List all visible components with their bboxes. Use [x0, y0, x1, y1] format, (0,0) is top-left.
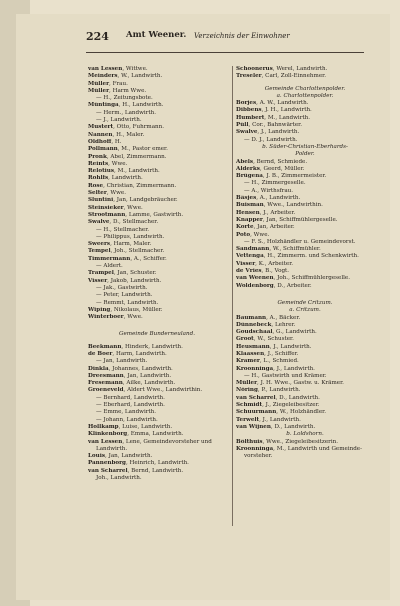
entry-surname: Püll: [236, 122, 249, 129]
entry-details: J., Ziegeleibesitzer.: [265, 402, 320, 409]
entry-details: Cor., Bahnwärter.: [252, 122, 302, 129]
header-rule: [86, 52, 364, 53]
entry-details: Heinrich, Landwirth.: [129, 460, 189, 467]
entry-surname: van Weenen: [236, 275, 274, 282]
entry-surname: Sluntini: [88, 197, 114, 204]
entry-details: — Johann, Landwirth.: [96, 416, 158, 423]
directory-entry: van Scharrel, D., Landwirth.: [236, 394, 320, 401]
directory-entry: Müller, Harm Wwe.: [88, 87, 147, 94]
entry-details: D., Landwirth.: [279, 394, 320, 401]
entry-details: A. W., Landwirth.: [259, 100, 309, 107]
entry-surname: Humbert: [236, 114, 265, 121]
section-heading: Gemeinde Critzum.: [277, 299, 333, 306]
entry-surname: Reints: [88, 160, 109, 167]
entry-details: — Eberhard, Landwirth.: [96, 402, 165, 409]
directory-entry: [88, 227, 226, 234]
page-header: [86, 30, 370, 48]
entry-surname: Pannenborg: [88, 460, 126, 467]
entry-details: A., Landwirth.: [259, 195, 301, 202]
entry-details: Werel, Landwirth.: [276, 66, 328, 72]
entry-details: J. H. Wwe., Gastw. u. Krämer.: [260, 380, 344, 387]
directory-entry: Dibbens, J. H., Landwirth.: [236, 107, 312, 114]
entry-details: Lehrer.: [274, 321, 296, 328]
directory-entry: [236, 180, 374, 187]
directory-entry: Treseler, Carl, Zoll-Einnehmer.: [236, 73, 326, 80]
directory-entry: van Wijnen, D., Landwirth.: [236, 423, 316, 430]
directory-entry: [88, 358, 226, 365]
entry-surname: Dibbens: [236, 107, 262, 114]
directory-entry: Bäsjes, A., Landwirth.: [236, 195, 301, 202]
entry-details: Lamme, Gastwirth.: [128, 211, 184, 218]
entry-details: M., Landwirth.: [267, 114, 311, 121]
directory-entry: Sweers, Harm, Maler.: [88, 241, 152, 248]
entry-details: Hinderk, Landwirth.: [124, 343, 183, 350]
entry-details: Joh., Stellmacher.: [114, 248, 165, 255]
entry-details: Lene, Gemeindevorsteher und: [125, 438, 212, 445]
entry-surname: Dreesmann: [88, 372, 124, 379]
entry-surname: Bölthuis: [236, 438, 263, 445]
entry-details: Jan, Schuster.: [117, 270, 157, 277]
entry-details: P., Landwirth.: [261, 387, 301, 394]
directory-entry: [236, 188, 374, 195]
entry-details: A., Bäcker.: [269, 314, 301, 321]
entry-details: H., Maler.: [116, 131, 145, 138]
entry-surname: Visser: [236, 260, 256, 267]
entry-details: Otto, Fuhrmann.: [116, 124, 165, 131]
page-subtitle: Verzeichnis der Einwohner: [194, 32, 290, 40]
entry-surname: Timmermann: [88, 255, 131, 262]
directory-entry: Brügena, J. B., Zimmermeister.: [236, 173, 327, 180]
entry-details: Wwe.: [127, 204, 143, 211]
directory-entry: [236, 137, 374, 144]
entry-details: J. B., Zimmermeister.: [266, 173, 327, 180]
directory-entry: Visser, K., Arbeiter.: [236, 260, 294, 267]
directory-entry: Schoonerus, Werel, Landwirth.: [236, 66, 328, 72]
entry-surname: Mustert: [88, 124, 114, 131]
directory-entry: Alderks, Geerd, Müller.: [236, 165, 305, 172]
subsection-heading: b. Süder-Christian-Eberhards-: [262, 143, 348, 150]
directory-entry: Fresemann, Ailke, Landwirth.: [88, 380, 176, 387]
column-divider: [232, 66, 233, 526]
directory-entry: Nannen, H., Maler.: [88, 131, 145, 138]
entry-surname: Steinsieker: [88, 204, 124, 211]
entry-details: Joh., Schiffmühlergeselle.: [277, 275, 350, 282]
entry-details: — J., Landwirth.: [96, 117, 142, 124]
directory-entry: Bölthuis, Wwe., Ziegeleibesitzerin.: [236, 438, 338, 445]
directory-entry: [88, 475, 226, 482]
directory-entry: [236, 373, 374, 380]
directory-entry: [88, 234, 226, 241]
entry-details: — A., Wirthsfrau.: [244, 187, 294, 194]
entry-surname: Müntinga: [88, 102, 119, 109]
entry-details: — H., Gastwirth und Krämer.: [244, 372, 327, 379]
entry-details: Johannes, Landwirth.: [112, 365, 173, 372]
subsection-heading: Polder.: [295, 151, 315, 158]
entry-surname: Tempel: [88, 248, 111, 255]
directory-entry: Reints, Wwe.: [88, 160, 128, 167]
entry-surname: Korte: [236, 224, 254, 231]
entry-surname: van Scharrel: [236, 394, 276, 401]
entry-surname: Pollmann: [88, 146, 118, 153]
entry-surname: Hollkamp: [88, 423, 119, 430]
directory-entry: [88, 263, 226, 270]
directory-entry: Groeneveld, Aldert Wwe., Landwirthin.: [88, 387, 203, 394]
entry-details: Harm, Maler.: [113, 241, 152, 248]
entry-surname: Dünnebeck: [236, 321, 272, 328]
entry-details: — D. J., Landwirth.: [244, 136, 298, 143]
entry-surname: Baumann: [236, 314, 267, 321]
entry-details: J., Landwirth.: [273, 343, 312, 350]
entry-details: J., Landwirth.: [262, 416, 301, 423]
entry-surname: Woldenborg: [236, 282, 274, 289]
entry-details: Wwe.: [127, 314, 143, 321]
directory-entry: [88, 402, 226, 409]
entry-surname: Heusmann: [236, 343, 270, 350]
entry-surname: Sweers: [88, 241, 111, 248]
directory-entry: Trampel, Jan, Schuster.: [88, 270, 157, 277]
directory-entry: Swalve, J., Landwirth.: [236, 129, 300, 136]
entry-surname: Selter: [88, 190, 107, 197]
entry-surname: Hensen: [236, 209, 260, 216]
directory-entry: Dünnebeck, Lehrer.: [236, 321, 296, 328]
entry-details: D., Stellmacher.: [112, 219, 159, 226]
directory-entry: Hensen, J., Arbeiter.: [236, 209, 296, 216]
entry-details: — H., Zeitungsbote.: [96, 95, 153, 102]
entry-details: — Aldert.: [96, 263, 123, 270]
entry-details: Jan, Landgebräucher.: [116, 197, 178, 204]
directory-entry: [88, 117, 226, 124]
entry-details: A., Schiffer.: [133, 255, 167, 262]
entry-surname: Swalve: [88, 219, 110, 226]
directory-entry: Klinkenborg, Emma, Landwirth.: [88, 431, 184, 438]
directory-entry: Heusmann, J., Landwirth.: [236, 343, 312, 350]
directory-entry: Swalve, D., Stellmacher.: [88, 219, 159, 226]
entry-surname: Müller: [88, 87, 110, 94]
directory-entry: [236, 239, 374, 246]
entry-surname: Dinkla: [88, 365, 109, 372]
entry-details: Harm, Landwirth.: [115, 350, 167, 357]
directory-entry: Borjes, A. W., Landwirth.: [236, 100, 309, 107]
entry-surname: van Lessen: [88, 438, 123, 445]
subsection-heading: b. Loldshorn.: [286, 431, 324, 438]
entry-surname: Strootmann: [88, 211, 126, 218]
entry-details: Nikolaus, Müller.: [113, 306, 163, 313]
entry-surname: Relotius: [88, 168, 114, 175]
entry-details: W., Schuster.: [257, 336, 294, 343]
directory-entry: [88, 409, 226, 416]
directory-entry: Mustert, Otto, Fuhrmann.: [88, 124, 165, 131]
entry-details: H., Zimmerm. und Schenkwirth.: [267, 253, 359, 260]
directory-entry: [88, 95, 226, 102]
entry-details: Landwirth.: [111, 175, 143, 182]
directory-entry: Knapper, Jan, Schiffmühlergeselle.: [236, 216, 338, 223]
entry-surname: Beekmann: [88, 343, 122, 350]
entry-details: Jakob, Landwirth.: [110, 277, 162, 284]
entry-surname: Pronk: [88, 153, 107, 160]
entry-details: Harm Wwe.: [112, 87, 147, 94]
directory-entry: Dreesmann, Jan, Landwirth.: [88, 372, 172, 379]
entry-surname: van Wijnen: [236, 423, 271, 430]
entry-details: — Peter, Landwirth.: [96, 292, 153, 299]
subsection-heading: a. Charlottenpolder.: [276, 92, 334, 99]
directory-entry: Kroonninga, M., Landwirth und Gemeinde-: [236, 445, 363, 452]
entry-surname: Meinders: [88, 73, 118, 80]
directory-entry: Relotius, M., Landwirth.: [88, 168, 160, 175]
directory-entry: Strootmann, Lamme, Gastwirth.: [88, 211, 184, 218]
directory-entry: Rohlfs, Landwirth.: [88, 175, 143, 182]
directory-entry: Schuurmann, W., Holzhändler.: [236, 409, 326, 416]
directory-entry: [236, 453, 374, 460]
entry-details: Bernd, Landwirth.: [131, 467, 184, 474]
entry-details: W., Landwirth.: [121, 73, 163, 80]
entry-surname: Winterboer: [88, 314, 124, 321]
directory-entry: Pollmann, M., Pastor emer.: [88, 146, 168, 153]
left-column: [88, 66, 226, 482]
entry-details: — Herm., Landwirth.: [96, 109, 156, 116]
directory-entry: Rose, Christian, Zimmermann.: [88, 182, 177, 189]
entry-details: Joh., Landwirth.: [96, 475, 142, 482]
directory-entry: Humbert, M., Landwirth.: [236, 114, 311, 121]
subsection-heading: a. Critzum.: [289, 307, 321, 314]
entry-details: B., Vogt.: [265, 268, 290, 275]
entry-details: — Bernhard, Landwirth.: [96, 394, 165, 401]
directory-entry: [88, 292, 226, 299]
entry-details: Emma, Landwirth.: [130, 431, 184, 438]
directory-entry: Beekmann, Hinderk, Landwirth.: [88, 343, 183, 350]
entry-details: Christian, Zimmermann.: [106, 182, 177, 189]
directory-entry: Dinkla, Johannes, Landwirth.: [88, 365, 173, 372]
entry-details: Luise, Landwirth.: [122, 423, 173, 430]
entry-surname: Abels: [236, 158, 254, 165]
entry-details: Wwe., Landwirthin.: [267, 202, 323, 209]
directory-entry: Wiping, Nikolaus, Müller.: [88, 306, 163, 313]
directory-entry: Selter, Wwe.: [88, 190, 127, 197]
directory-entry: van Weenen, Joh., Schiffmühlergeselle.: [236, 275, 350, 282]
entry-details: J., Landwirth.: [276, 365, 315, 372]
entry-details: — Jak., Gastwirth.: [96, 284, 148, 291]
directory-entry: [88, 446, 226, 453]
entry-details: — Philippus, Landwirth.: [96, 233, 165, 240]
directory-entry: Sandmann, W., Schiffmühler.: [236, 246, 321, 253]
entry-surname: Klaassen: [236, 350, 265, 357]
directory-entry: Müller, J. H. Wwe., Gastw. u. Krämer.: [236, 380, 344, 387]
directory-entry: Terwelt, J., Landwirth.: [236, 416, 301, 423]
directory-entry: [88, 110, 226, 117]
directory-entry: Pronk, Abel, Zimmermann.: [88, 153, 167, 160]
directory-entry: Püll, Cor., Bahnwärter.: [236, 122, 302, 129]
entry-surname: Borjes: [236, 100, 257, 107]
entry-details: W., Schiffmühler.: [272, 246, 321, 253]
entry-surname: Buisman: [236, 202, 264, 209]
entry-details: M., Landwirth und Gemeinde-: [276, 445, 363, 452]
entry-details: W., Holzhändler.: [279, 409, 326, 416]
entry-surname: Müller: [236, 380, 258, 387]
entry-surname: Rose: [88, 182, 104, 189]
entry-surname: Poto: [236, 231, 251, 238]
entry-surname: van Lessen: [88, 66, 123, 72]
directory-entry: Korte, Jan, Arbeiter.: [236, 224, 295, 231]
directory-entry: Meinders, W., Landwirth.: [88, 73, 163, 80]
entry-details: J., Landwirth.: [260, 129, 300, 136]
entry-details: vorsteher.: [244, 453, 273, 460]
entry-details: Wwe.: [110, 190, 127, 197]
entry-details: Wittwe.: [125, 66, 148, 72]
entry-surname: Trampel: [88, 270, 114, 277]
entry-details: H., Landwirth.: [122, 102, 164, 109]
directory-entry: Steinsieker, Wwe.: [88, 204, 143, 211]
directory-entry: de Boer, Harm, Landwirth.: [88, 350, 167, 357]
directory-entry: Sluntini, Jan, Landgebräucher.: [88, 197, 178, 204]
entry-details: G., Landwirth.: [276, 329, 317, 336]
entry-details: — Emme, Landwirth.: [96, 409, 157, 416]
directory-entry: Tempel, Joh., Stellmacher.: [88, 248, 165, 255]
directory-entry: Hollkamp, Luise, Landwirth.: [88, 423, 173, 430]
entry-surname: Schuurmann: [236, 409, 277, 416]
directory-entry: van Lessen, Lene, Gemeindevorsteher und: [88, 438, 212, 445]
directory-entry: van Lessen, Wittwe.: [88, 66, 148, 72]
directory-entry: [88, 300, 226, 307]
entry-surname: de Boer: [88, 350, 113, 357]
entry-surname: Sandmann: [236, 246, 270, 253]
entry-surname: Oldhoff: [88, 138, 112, 145]
entry-details: Abel, Zimmermann.: [110, 153, 167, 160]
entry-details: D., Landwirth.: [274, 423, 316, 430]
section-heading: Gemeinde Charlottenpolder.: [264, 85, 346, 92]
entry-details: Aldert Wwe., Landwirthin.: [127, 387, 203, 394]
entry-surname: Müller: [88, 80, 110, 87]
entry-details: Jan, Schiffmühlergeselle.: [266, 216, 338, 223]
entry-surname: Schoonerus: [236, 66, 273, 72]
entry-surname: Swalve: [236, 129, 258, 136]
entry-surname: Groot: [236, 336, 254, 343]
entry-surname: Vettenga: [236, 253, 264, 260]
entry-surname: de Vries: [236, 268, 262, 275]
entry-details: Bernd, Schmiede.: [256, 158, 308, 165]
entry-details: M., Pastor emer.: [121, 146, 168, 153]
entry-details: Jan, Landwirth.: [108, 453, 153, 460]
directory-entry: Kramer, L., Schmied.: [236, 358, 299, 365]
directory-entry: Goudschaal, G., Landwirth.: [236, 329, 317, 336]
entry-surname: Klinkenborg: [88, 431, 128, 438]
entry-details: J., Schiffer.: [267, 350, 299, 357]
entry-surname: Bäsjes: [236, 195, 257, 202]
entry-surname: Visser: [88, 277, 108, 284]
directory-entry: Müntinga, H., Landwirth.: [88, 102, 164, 109]
entry-surname: Terwelt: [236, 416, 260, 423]
directory-entry: Poto, Wwe.: [236, 231, 270, 238]
entry-surname: Rohlfs: [88, 175, 109, 182]
entry-surname: Fresemann: [88, 380, 123, 387]
entry-surname: Schmidt: [236, 402, 263, 409]
directory-entry: Kroonninga, J., Landwirth.: [236, 365, 315, 372]
directory-entry: Abels, Bernd, Schmiede.: [236, 158, 308, 165]
directory-entry: Klaassen, J., Schiffer.: [236, 350, 299, 357]
entry-surname: Treseler: [236, 73, 262, 80]
directory-entry: Timmermann, A., Schiffer.: [88, 255, 167, 262]
directory-entry: Pannenborg, Heinrich, Landwirth.: [88, 460, 189, 467]
entry-surname: Nöring: [236, 387, 258, 394]
directory-entry: Baumann, A., Bäcker.: [236, 314, 301, 321]
entry-details: Geerd, Müller.: [263, 165, 305, 172]
entry-details: Landwirth.: [96, 445, 128, 452]
directory-entry: Woldenborg, D., Arbeiter.: [236, 282, 312, 289]
directory-entry: Schmidt, J., Ziegeleibesitzer.: [236, 402, 320, 409]
page-number: 224: [86, 30, 109, 43]
directory-entry: Buisman, Wwe., Landwirthin.: [236, 202, 323, 209]
directory-entry: Müller, Frau.: [88, 80, 128, 87]
entry-details: Ailke, Landwirth.: [126, 380, 176, 387]
entry-surname: Wiping: [88, 306, 111, 313]
right-column: [236, 66, 374, 460]
directory-entry: [88, 395, 226, 402]
entry-details: — Jan, Landwirth.: [96, 358, 148, 365]
directory-entry: van Scharrel, Bernd, Landwirth.: [88, 467, 184, 474]
entry-details: J. H., Landwirth.: [265, 107, 312, 114]
entry-surname: Goudschaal: [236, 329, 273, 336]
directory-entry: Visser, Jakob, Landwirth.: [88, 277, 162, 284]
directory-entry: Louis, Jan, Landwirth.: [88, 453, 153, 460]
entry-details: D., Arbeiter.: [277, 282, 312, 289]
entry-surname: Brügena: [236, 173, 263, 180]
directory-entry: Winterboer, Wwe.: [88, 314, 143, 321]
entry-surname: Knapper: [236, 216, 263, 223]
entry-details: K., Arbeiter.: [258, 260, 294, 267]
entry-details: — H., Zimmergeselle.: [244, 180, 306, 187]
directory-entry: de Vries, B., Vogt.: [236, 268, 290, 275]
entry-details: Wwe.: [111, 160, 128, 167]
entry-details: — H., Stellmacher.: [96, 226, 150, 233]
entry-surname: van Scharrel: [88, 467, 128, 474]
entry-details: — F. S., Holzhändler u. Gemeindevorst.: [244, 238, 356, 245]
entry-surname: Kroonninga: [236, 445, 274, 452]
entry-details: Frau.: [112, 80, 128, 87]
entry-details: M., Landwirth.: [117, 168, 160, 175]
entry-details: Jan, Landwirth.: [127, 372, 172, 379]
entry-details: Carl, Zoll-Einnehmer.: [265, 73, 326, 80]
entry-details: J., Arbeiter.: [263, 209, 296, 216]
entry-surname: Nannen: [88, 131, 113, 138]
entry-details: L., Schmied.: [263, 358, 299, 365]
directory-entry: [88, 285, 226, 292]
entry-surname: Groeneveld: [88, 387, 124, 394]
entry-details: — Remmt, Landwirth.: [96, 299, 159, 306]
directory-entry: Vettenga, H., Zimmerm. und Schenkwirth.: [236, 253, 359, 260]
entry-details: Jan, Arbeiter.: [257, 224, 295, 231]
entry-surname: Kroonninga: [236, 365, 274, 372]
directory-entry: Oldhoff, H.: [88, 138, 122, 145]
directory-entry: Groot, W., Schuster.: [236, 336, 294, 343]
directory-entry: [88, 417, 226, 424]
directory-entry: Nöring, P., Landwirth.: [236, 387, 301, 394]
entry-details: Wwe., Ziegeleibesitzerin.: [266, 438, 338, 445]
entry-surname: Kramer: [236, 358, 260, 365]
entry-surname: Louis: [88, 453, 106, 460]
entry-details: H.: [114, 138, 122, 145]
entry-surname: Alderks: [236, 165, 260, 172]
page-title: Amt Weener.: [126, 30, 187, 40]
entry-details: Wwe.: [253, 231, 270, 238]
section-heading: Gemeinde Bunderneuland.: [119, 331, 195, 338]
